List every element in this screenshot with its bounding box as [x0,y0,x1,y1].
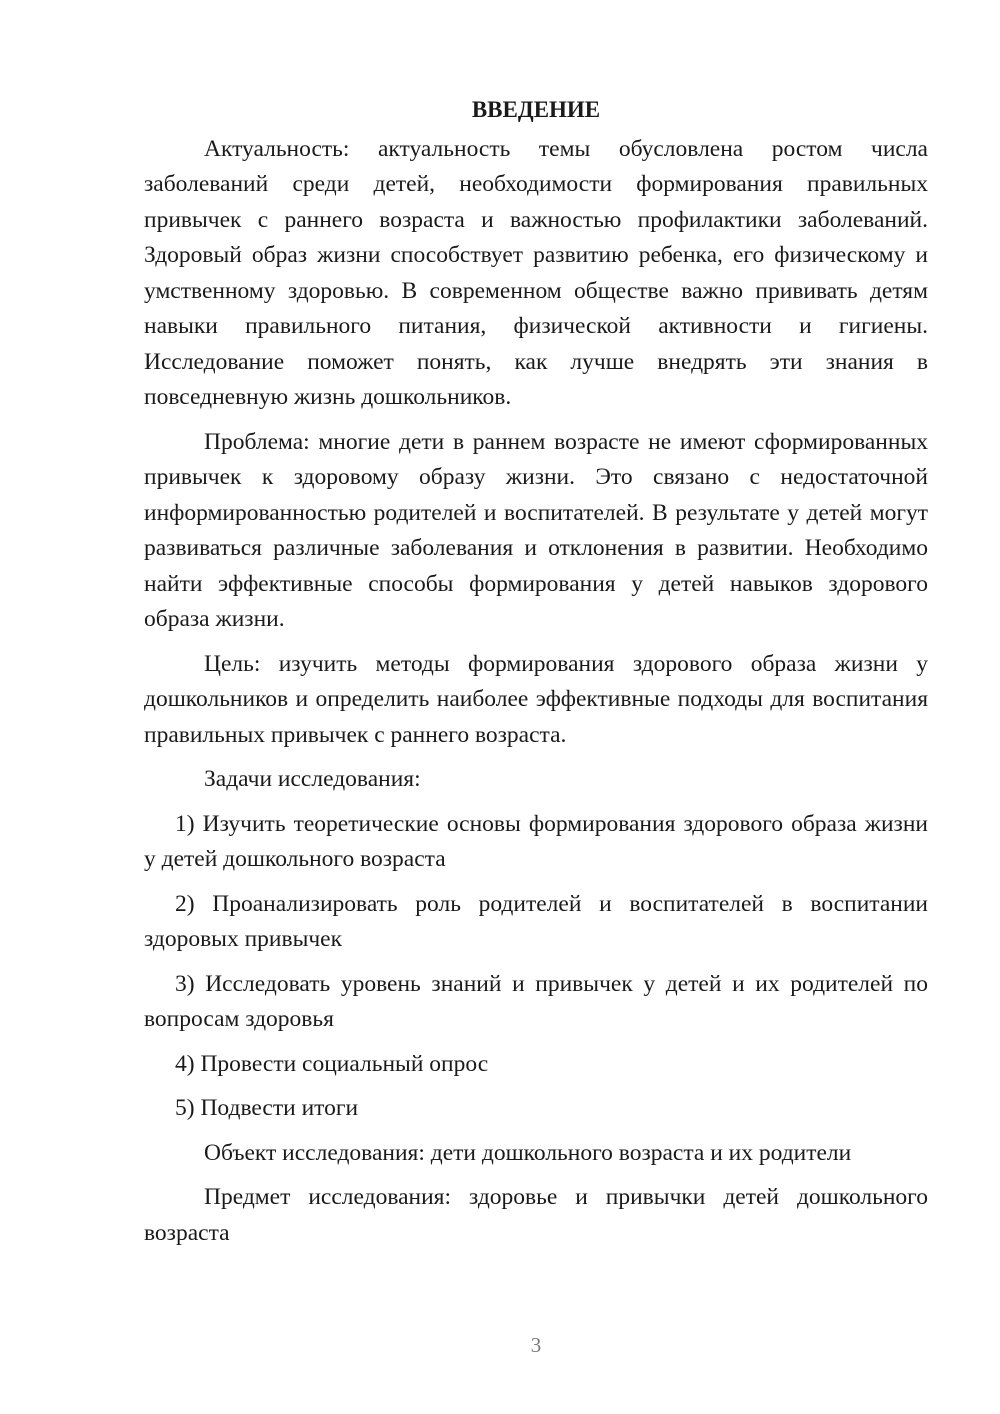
task-item-2: 2) Проанализировать роль родителей и воспитателей в воспитании здоровых привычек [144,890,928,952]
research-object-paragraph: Объект исследования: дети дошкольного возраста и их родители [204,1139,852,1166]
page-title: ВВЕДЕНИЕ [471,97,601,122]
task-item-4: 4) Провести социальный опрос [175,1050,489,1077]
task-item-3: 3) Исследовать уровень знаний и привычек у детей и их родителей по вопросам здоровья [144,970,928,1032]
tasks-list [144,807,928,1127]
research-subject-paragraph: Предмет исследования: здоровье и привычки детей дошкольного возраста [144,1184,928,1246]
relevance-paragraph: Актуальность: актуальность темы обусловлена ростом числа заболеваний среди детей, необходимости формирования правильных привычек с раннего возраста и важностью профилактики заболеваний. Здоровый образ жизни способствует развитию ребенка, его физическому и умственному здоровью. В современном обществе важно прививать детям навыки правильного питания, физической активности и гигиены. Исследование поможет понять, как лучше внедрять эти знания в повседневную жизнь дошкольников. [144,135,928,410]
document-body [144,92,928,1260]
task-item-5: 5) Подвести итоги [175,1095,359,1121]
tasks-heading: Задачи исследования: [204,766,421,792]
goal-paragraph: Цель: изучить методы формирования здорового образа жизни у дошкольников и определить наиболее эффективные подходы для воспитания правильных привычек с раннего возраста. [144,650,928,748]
page-number: 3 [530,1333,542,1357]
problem-paragraph: Проблема: многие дети в раннем возрасте не имеют сформированных привычек к здоровому образу жизни. Это связано с недостаточной информированностью родителей и воспитателей. В результате у детей могут развиваться различные заболевания и отклонения в развитии. Необходимо найти эффективные способы формирования у детей навыков здорового образа жизни. [144,428,928,632]
task-item-1: 1) Изучить теоретические основы формирования здорового образа жизни у детей дошкольного возраста [144,810,928,872]
